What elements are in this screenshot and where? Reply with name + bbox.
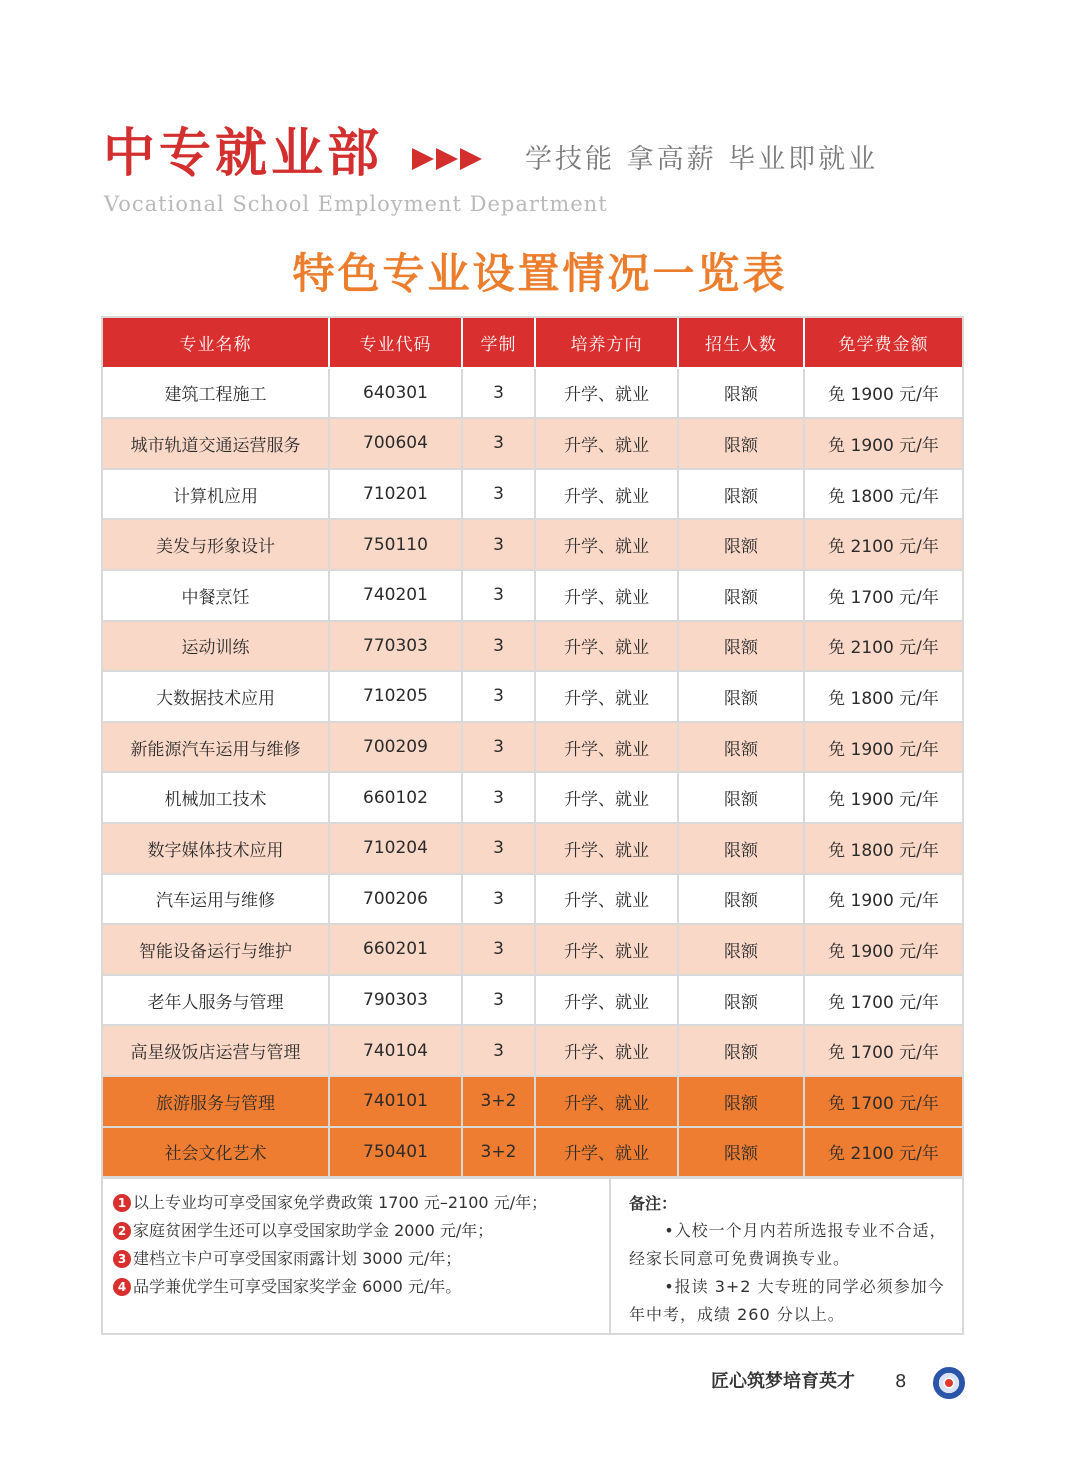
table-cell: 3 xyxy=(463,976,536,1027)
table-cell: 免 1700 元/年 xyxy=(805,1026,962,1077)
policy-note xyxy=(113,1245,609,1273)
table-cell: 升学、就业 xyxy=(536,571,679,622)
table-header-row xyxy=(103,318,962,369)
table-cell: 3 xyxy=(463,520,536,571)
column-header: 学制 xyxy=(463,318,536,369)
table-row xyxy=(103,470,962,521)
table-cell: 升学、就业 xyxy=(536,672,679,723)
table-cell: 710205 xyxy=(330,672,463,723)
table-cell: 免 1700 元/年 xyxy=(805,571,962,622)
table-cell: 限额 xyxy=(679,773,805,824)
table-cell: 限额 xyxy=(679,369,805,420)
table-cell: 免 1700 元/年 xyxy=(805,1077,962,1128)
policy-notes xyxy=(103,1179,611,1333)
table-cell: 3 xyxy=(463,723,536,774)
table-cell: 免 1800 元/年 xyxy=(805,470,962,521)
table-cell: 美发与形象设计 xyxy=(103,520,330,571)
table-cell: 3 xyxy=(463,470,536,521)
table-cell: 640301 xyxy=(330,369,463,420)
table-row xyxy=(103,1077,962,1128)
table-cell: 高星级饭店运营与管理 xyxy=(103,1026,330,1077)
table-cell: 数字媒体技术应用 xyxy=(103,824,330,875)
table-cell: 740201 xyxy=(330,571,463,622)
table-cell: 3 xyxy=(463,875,536,926)
table-cell: 社会文化艺术 xyxy=(103,1128,330,1179)
table-cell: 限额 xyxy=(679,1128,805,1179)
triple-arrow-icon xyxy=(412,148,482,170)
table-cell: 3 xyxy=(463,622,536,673)
table-cell: 3+2 xyxy=(463,1128,536,1179)
table-row xyxy=(103,773,962,824)
table-cell: 大数据技术应用 xyxy=(103,672,330,723)
column-header: 免学费金额 xyxy=(805,318,962,369)
table-cell: 中餐烹饪 xyxy=(103,571,330,622)
table-cell: 免 1900 元/年 xyxy=(805,925,962,976)
table-cell: 免 1800 元/年 xyxy=(805,824,962,875)
table-cell: 限额 xyxy=(679,976,805,1027)
table-cell: 限额 xyxy=(679,723,805,774)
table-row xyxy=(103,1026,962,1077)
table-row xyxy=(103,672,962,723)
header-slogan: 学技能 拿高薪 毕业即就业 xyxy=(525,144,879,175)
table-cell: 3 xyxy=(463,773,536,824)
table-cell: 升学、就业 xyxy=(536,976,679,1027)
table-cell: 免 1900 元/年 xyxy=(805,875,962,926)
table-cell: 790303 xyxy=(330,976,463,1027)
header-subtitle: Vocational School Employment Department xyxy=(104,192,608,216)
table-cell: 660201 xyxy=(330,925,463,976)
table-cell: 老年人服务与管理 xyxy=(103,976,330,1027)
table-row xyxy=(103,875,962,926)
table-cell: 3 xyxy=(463,925,536,976)
table-cell: 限额 xyxy=(679,571,805,622)
table-body xyxy=(103,369,962,1179)
table-cell: 限额 xyxy=(679,419,805,470)
policy-note-text: 品学兼优学生可享受国家奖学金 6000 元/年。 xyxy=(133,1277,462,1296)
table-cell: 限额 xyxy=(679,1026,805,1077)
table-row xyxy=(103,824,962,875)
table-cell: 运动训练 xyxy=(103,622,330,673)
school-emblem-icon xyxy=(933,1367,965,1399)
table-cell: 升学、就业 xyxy=(536,824,679,875)
table-cell: 免 1700 元/年 xyxy=(805,976,962,1027)
table-cell: 700604 xyxy=(330,419,463,470)
table-cell: 750401 xyxy=(330,1128,463,1179)
table-row xyxy=(103,369,962,420)
column-header: 专业名称 xyxy=(103,318,330,369)
remark-text: •入校一个月内若所选报专业不合适，经家长同意可免费调换专业。 xyxy=(629,1221,947,1268)
table-row xyxy=(103,976,962,1027)
table-cell: 限额 xyxy=(679,1077,805,1128)
table-cell: 免 1900 元/年 xyxy=(805,369,962,420)
policy-note-text: 家庭贫困学生还可以享受国家助学金 2000 元/年； xyxy=(133,1221,494,1240)
table-cell: 限额 xyxy=(679,520,805,571)
table-cell: 升学、就业 xyxy=(536,520,679,571)
column-header: 培养方向 xyxy=(536,318,679,369)
table-cell: 660102 xyxy=(330,773,463,824)
table-row xyxy=(103,925,962,976)
table-cell: 限额 xyxy=(679,672,805,723)
table-cell: 智能设备运行与维护 xyxy=(103,925,330,976)
table-cell: 汽车运用与维修 xyxy=(103,875,330,926)
table-cell: 升学、就业 xyxy=(536,419,679,470)
table-cell: 3 xyxy=(463,369,536,420)
table-row xyxy=(103,520,962,571)
table-cell: 免 1900 元/年 xyxy=(805,723,962,774)
table-cell: 免 2100 元/年 xyxy=(805,520,962,571)
table-cell: 770303 xyxy=(330,622,463,673)
table-cell: 升学、就业 xyxy=(536,723,679,774)
table-cell: 3 xyxy=(463,1026,536,1077)
table-cell: 升学、就业 xyxy=(536,622,679,673)
table-cell: 免 1900 元/年 xyxy=(805,773,962,824)
table-row xyxy=(103,1128,962,1179)
table-cell: 升学、就业 xyxy=(536,875,679,926)
table-cell: 免 1900 元/年 xyxy=(805,419,962,470)
table-cell: 建筑工程施工 xyxy=(103,369,330,420)
remark-text: •报读 3+2 大专班的同学必须参加今年中考，成绩 260 分以上。 xyxy=(629,1277,945,1324)
column-header: 专业代码 xyxy=(330,318,463,369)
table-cell: 限额 xyxy=(679,824,805,875)
table-row xyxy=(103,723,962,774)
table-title: 特色专业设置情况一览表 xyxy=(292,249,788,298)
table-cell: 限额 xyxy=(679,622,805,673)
column-header: 招生人数 xyxy=(679,318,805,369)
header-title: 中专就业部 xyxy=(103,124,384,184)
table-cell: 免 1800 元/年 xyxy=(805,672,962,723)
table-row xyxy=(103,622,962,673)
table-cell: 升学、就业 xyxy=(536,1128,679,1179)
table-cell: 3+2 xyxy=(463,1077,536,1128)
table-cell: 免 2100 元/年 xyxy=(805,1128,962,1179)
table-cell: 3 xyxy=(463,571,536,622)
table-cell: 700209 xyxy=(330,723,463,774)
table-row xyxy=(103,419,962,470)
table-cell: 700206 xyxy=(330,875,463,926)
page-number: 8 xyxy=(895,1371,907,1392)
number-badge-icon: 4 xyxy=(113,1278,131,1296)
table-cell: 3 xyxy=(463,824,536,875)
table-cell: 740101 xyxy=(330,1077,463,1128)
table-cell: 新能源汽车运用与维修 xyxy=(103,723,330,774)
table-cell: 升学、就业 xyxy=(536,925,679,976)
number-badge-icon: 2 xyxy=(113,1222,131,1240)
table-cell: 旅游服务与管理 xyxy=(103,1077,330,1128)
table-cell: 升学、就业 xyxy=(536,369,679,420)
number-badge-icon: 3 xyxy=(113,1250,131,1268)
table-cell: 升学、就业 xyxy=(536,1077,679,1128)
table-cell: 3 xyxy=(463,672,536,723)
table-cell: 免 2100 元/年 xyxy=(805,622,962,673)
table-cell: 限额 xyxy=(679,925,805,976)
footer-motto: 匠心筑梦培育英才 xyxy=(711,1371,855,1392)
majors-table xyxy=(101,316,964,1178)
table-cell: 限额 xyxy=(679,875,805,926)
table-row xyxy=(103,571,962,622)
table-cell: 710201 xyxy=(330,470,463,521)
policy-note xyxy=(113,1217,609,1245)
table-cell: 3 xyxy=(463,419,536,470)
table-cell: 升学、就业 xyxy=(536,773,679,824)
policy-note-text: 以上专业均可享受国家免学费政策 1700 元–2100 元/年； xyxy=(133,1193,548,1212)
policy-note-text: 建档立卡户可享受国家雨露计划 3000 元/年； xyxy=(133,1249,462,1268)
policy-note xyxy=(113,1273,609,1301)
notes-box xyxy=(101,1177,964,1335)
table-cell: 710204 xyxy=(330,824,463,875)
remarks xyxy=(611,1179,962,1333)
number-badge-icon: 1 xyxy=(113,1194,131,1212)
table-cell: 计算机应用 xyxy=(103,470,330,521)
table-cell: 740104 xyxy=(330,1026,463,1077)
table-cell: 城市轨道交通运营服务 xyxy=(103,419,330,470)
table-cell: 升学、就业 xyxy=(536,1026,679,1077)
table-cell: 限额 xyxy=(679,470,805,521)
table-cell: 机械加工技术 xyxy=(103,773,330,824)
policy-note xyxy=(113,1189,609,1217)
remark-title: 备注： xyxy=(629,1194,678,1213)
table-cell: 750110 xyxy=(330,520,463,571)
table-cell: 升学、就业 xyxy=(536,470,679,521)
